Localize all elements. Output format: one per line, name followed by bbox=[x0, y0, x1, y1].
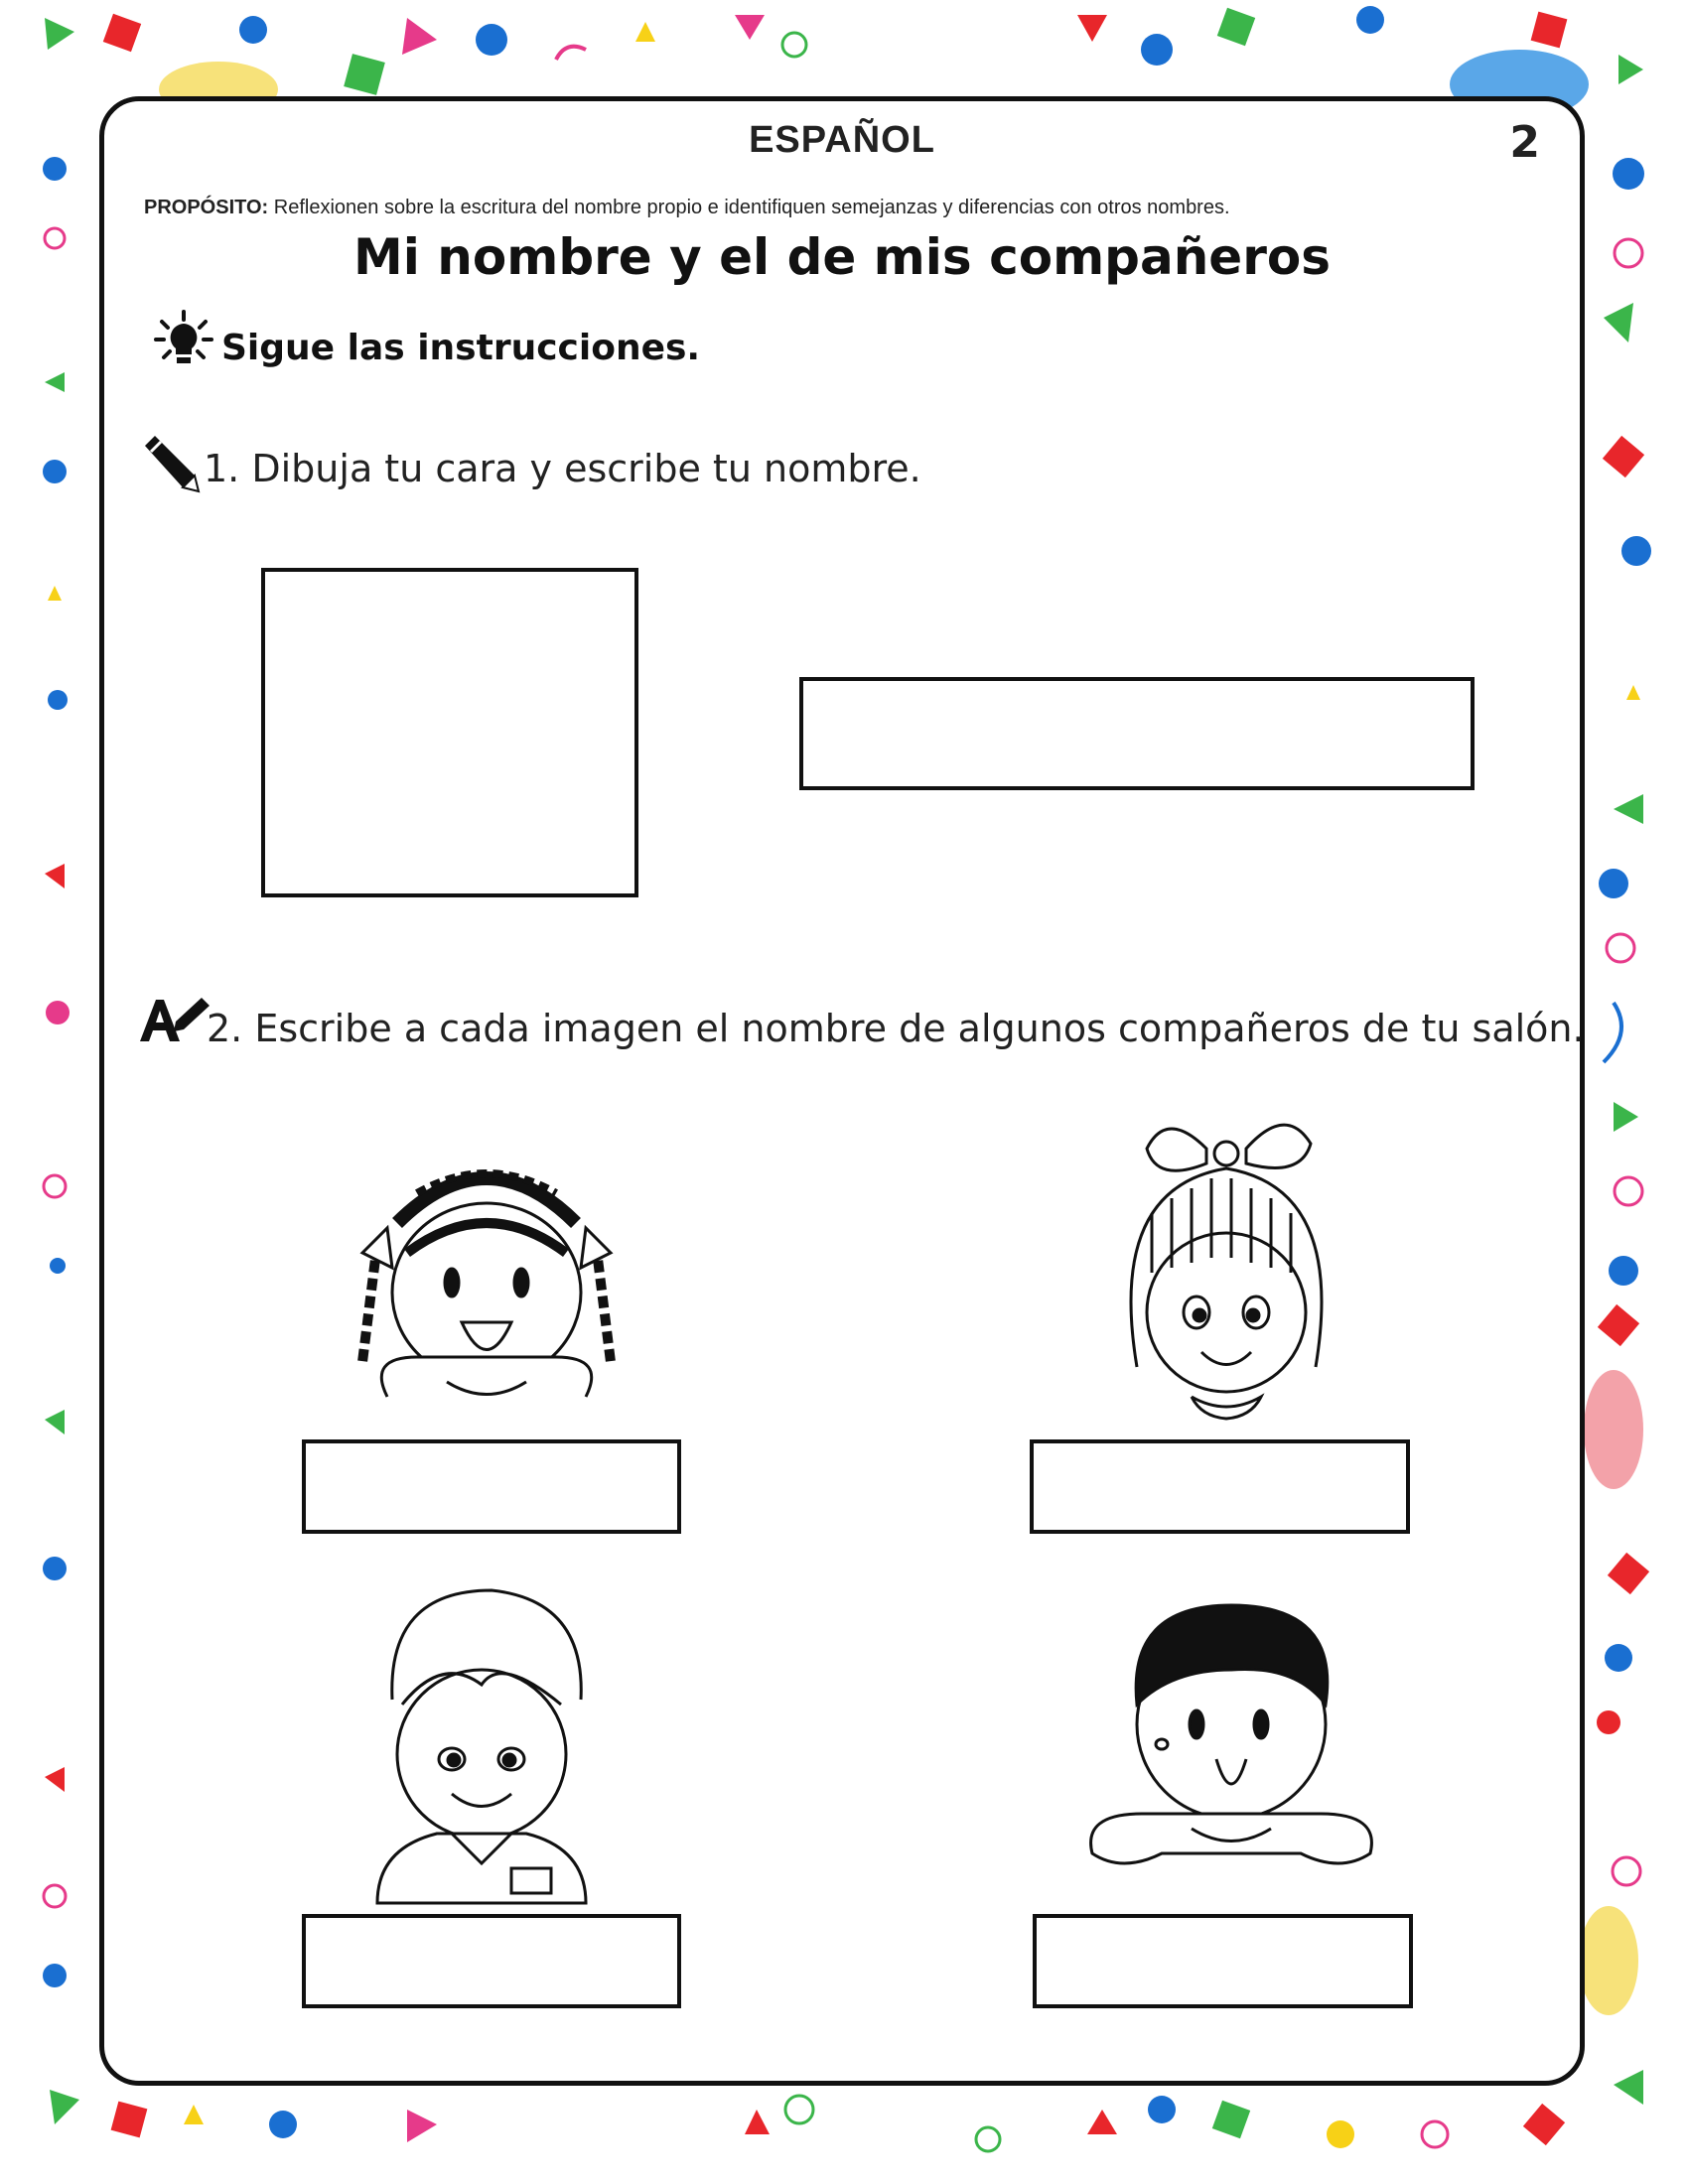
purpose-label: PROPÓSITO: bbox=[144, 197, 269, 218]
confetti-left bbox=[43, 157, 70, 1987]
purpose-text: Reflexionen sobre la escritura del nombre propio e identifiquen semejanzas y diferencias con otros nombres. bbox=[273, 197, 1230, 218]
boy-dark-hair-illustration bbox=[1082, 1595, 1380, 1893]
own-name-box[interactable] bbox=[799, 677, 1475, 790]
girl-braids-illustration bbox=[338, 1134, 635, 1432]
classmate-name-box-1[interactable] bbox=[302, 1439, 681, 1534]
classmate-name-box-4[interactable] bbox=[1033, 1914, 1413, 2008]
confetti-right bbox=[1579, 158, 1651, 2105]
step-1-label: Dibuja tu cara y escribe tu nombre. bbox=[251, 447, 921, 490]
step-2-text bbox=[207, 1007, 1585, 1050]
step-2-number: 2. bbox=[207, 1007, 243, 1050]
step-2-label: Escribe a cada imagen el nombre de algunos compañeros de tu salón. bbox=[254, 1007, 1585, 1050]
pencil-icon bbox=[139, 432, 201, 493]
purpose-line bbox=[144, 197, 1230, 219]
classmate-name-box-3[interactable] bbox=[302, 1914, 681, 2008]
page-number: 2 bbox=[1509, 117, 1540, 168]
step-1-number: 1. bbox=[204, 447, 240, 490]
classmate-name-box-2[interactable] bbox=[1030, 1439, 1410, 1534]
confetti-bottom bbox=[50, 2090, 1565, 2151]
worksheet-title: Mi nombre y el de mis compañeros bbox=[353, 228, 1331, 286]
lightbulb-icon bbox=[154, 310, 213, 369]
face-drawing-box[interactable] bbox=[261, 568, 638, 897]
boy-shirt-illustration bbox=[372, 1585, 591, 1908]
step-1-text bbox=[204, 447, 921, 490]
subject-heading: ESPAÑOL bbox=[749, 119, 935, 161]
letter-a-pencil-icon bbox=[136, 992, 215, 1047]
instructions-heading: Sigue las instrucciones. bbox=[221, 328, 701, 368]
girl-bow-illustration bbox=[1097, 1099, 1355, 1436]
worksheet-sheet bbox=[99, 96, 1585, 2086]
